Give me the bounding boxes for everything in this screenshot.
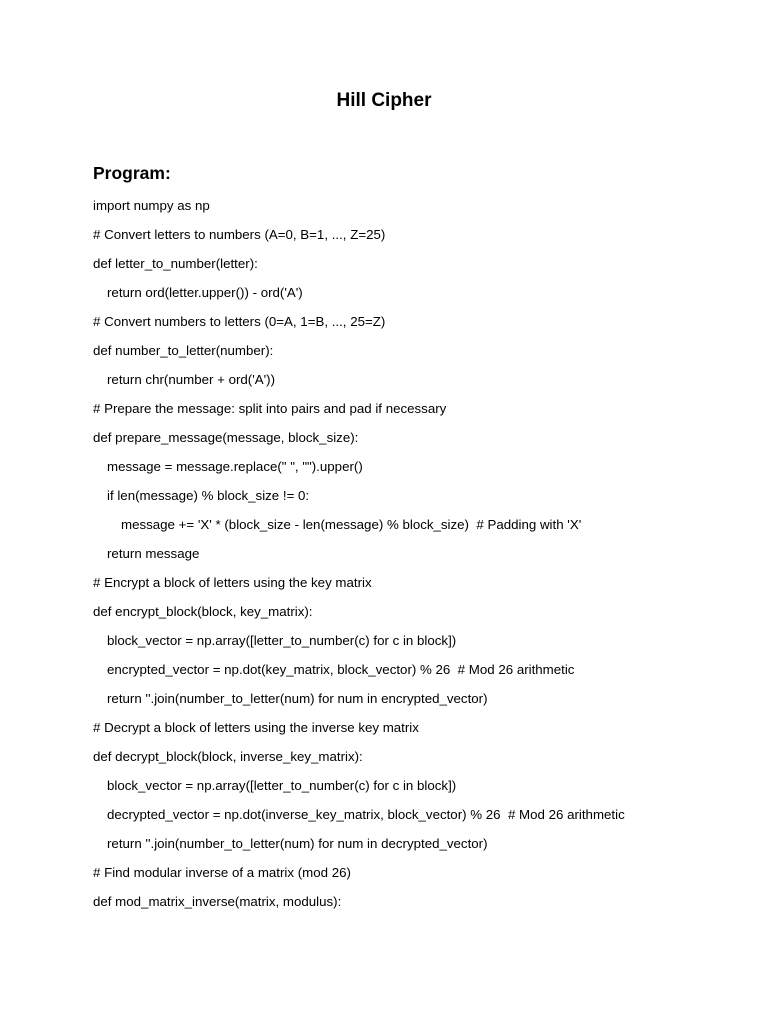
code-line: def letter_to_number(letter):	[93, 256, 258, 271]
code-line: import numpy as np	[93, 198, 210, 213]
code-line: message = message.replace(" ", "").upper()	[107, 459, 363, 474]
section-heading: Program:	[93, 163, 171, 183]
code-line: def decrypt_block(block, inverse_key_matrix):	[93, 749, 363, 764]
code-line: message += 'X' * (block_size - len(message) % block_size) # Padding with 'X'	[121, 517, 582, 532]
code-line: return message	[107, 546, 200, 561]
document-title: Hill Cipher	[336, 90, 432, 111]
code-line: if len(message) % block_size != 0:	[107, 488, 310, 503]
code-line: encrypted_vector = np.dot(key_matrix, block_vector) % 26 # Mod 26 arithmetic	[107, 662, 575, 677]
code-line: decrypted_vector = np.dot(inverse_key_matrix, block_vector) % 26 # Mod 26 arithmetic	[107, 807, 625, 822]
code-line: # Decrypt a block of letters using the inverse key matrix	[93, 720, 419, 735]
code-line: # Convert letters to numbers (A=0, B=1, ..., Z=25)	[93, 227, 386, 242]
code-line: return ''.join(number_to_letter(num) for num in encrypted_vector)	[107, 691, 488, 706]
code-line: block_vector = np.array([letter_to_number(c) for c in block])	[107, 778, 457, 793]
code-line: return ord(letter.upper()) - ord('A')	[107, 285, 303, 300]
code-line: return ''.join(number_to_letter(num) for num in decrypted_vector)	[107, 836, 488, 851]
code-line: # Prepare the message: split into pairs and pad if necessary	[93, 401, 447, 416]
code-line: def prepare_message(message, block_size):	[93, 430, 359, 445]
code-line: return chr(number + ord('A'))	[107, 372, 276, 387]
code-line: def mod_matrix_inverse(matrix, modulus):	[93, 894, 342, 909]
code-line: # Convert numbers to letters (0=A, 1=B, ..., 25=Z)	[93, 314, 386, 329]
code-line: # Encrypt a block of letters using the key matrix	[93, 575, 372, 590]
code-line: block_vector = np.array([letter_to_number(c) for c in block])	[107, 633, 457, 648]
code-line: def encrypt_block(block, key_matrix):	[93, 604, 313, 619]
code-line: # Find modular inverse of a matrix (mod 26)	[93, 865, 351, 880]
code-line: def number_to_letter(number):	[93, 343, 274, 358]
code-block	[93, 194, 753, 919]
